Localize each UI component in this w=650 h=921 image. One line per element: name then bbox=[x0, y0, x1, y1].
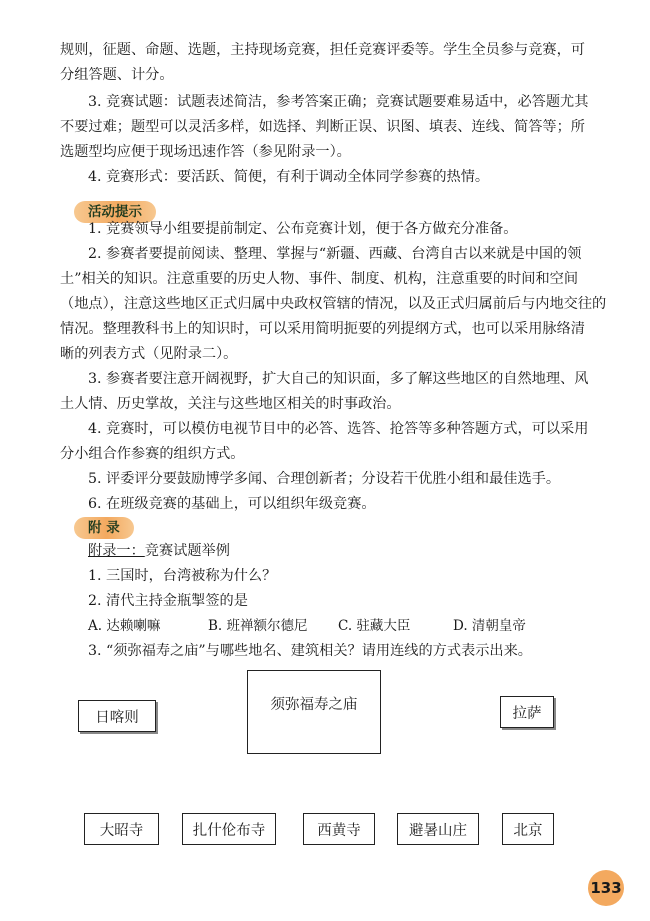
appendix-heading bbox=[88, 539, 628, 564]
appendix-section bbox=[88, 539, 628, 664]
diagram-center-box: 须弥福寿之庙 bbox=[247, 670, 381, 754]
option-c: C. 驻藏大臣 bbox=[338, 618, 411, 634]
option-a: A. 达赖喇嘛 bbox=[88, 618, 161, 634]
activity-tips-tag: 活动提示 bbox=[74, 201, 156, 223]
diagram-box-lasa: 拉萨 bbox=[500, 696, 554, 728]
page-number-badge: 133 bbox=[588, 870, 624, 906]
text-line: 4. 竞赛形式：要活跃、简便，有利于调动全体同学参赛的热情。 bbox=[88, 169, 490, 185]
question-2-options bbox=[88, 614, 628, 639]
appendix-subtitle: 竞赛试题举例 bbox=[144, 543, 230, 559]
activity-tips-list bbox=[60, 217, 620, 517]
question-3: 3. “须弥福寿之庙”与哪些地名、建筑相关？请用连线的方式表示出来。 bbox=[88, 643, 532, 659]
text-line: 晰的列表方式（见附录二）。 bbox=[60, 346, 238, 362]
text-line: 不要过难；题型可以灵活多样，如选择、判断正误、识图、填表、连线、简答等；所 bbox=[60, 119, 585, 135]
diagram-box-bishushanzhuang: 避暑山庄 bbox=[397, 813, 479, 845]
text-line: 规则，征题、命题、选题，主持现场竞赛，担任竞赛评委等。学生全员参与竞赛，可 bbox=[60, 42, 585, 58]
option-b: B. 班禅额尔德尼 bbox=[208, 618, 308, 634]
diagram-box-zhashilunbusi: 扎什伦布寺 bbox=[182, 813, 276, 845]
diagram-box-rikaze: 日喀则 bbox=[78, 700, 156, 732]
question-1: 1. 三国时，台湾被称为什么？ bbox=[88, 568, 277, 584]
text-line: 土”相关的知识。注意重要的历史人物、事件、制度、机构，注意重要的时间和空间 bbox=[60, 271, 579, 287]
appendix-tag: 附 录 bbox=[74, 517, 134, 539]
text-line: 5. 评委评分要鼓励博学多闻、合理创新者；分设若干优胜小组和最佳选手。 bbox=[88, 471, 561, 487]
text-line: 分小组合作参赛的组织方式。 bbox=[60, 446, 245, 462]
text-line: 情况。整理教科书上的知识时，可以采用简明扼要的列提纲方式，也可以采用脉络清 bbox=[60, 321, 585, 337]
rules-list bbox=[60, 90, 620, 190]
text-line: 4. 竞赛时，可以模仿电视节目中的必答、选答、抢答等多种答题方式，可以采用 bbox=[88, 421, 589, 437]
diagram-box-xihuangsi: 西黄寺 bbox=[303, 813, 375, 845]
text-line: （地点），注意这些地区正式归属中央政权管辖的情况，以及正式归属前后与内地交往的 bbox=[60, 296, 607, 312]
diagram-box-beijing: 北京 bbox=[502, 813, 554, 845]
text-line: 2. 参赛者要提前阅读、整理、掌握与“新疆、西藏、台湾自古以来就是中国的领 bbox=[88, 246, 582, 262]
appendix-title: 附录一： bbox=[88, 543, 145, 559]
text-line: 土人情、历史掌故，关注与这些地区相关的时事政治。 bbox=[60, 396, 401, 412]
intro-paragraph bbox=[60, 38, 620, 88]
option-d: D. 清朝皇帝 bbox=[453, 618, 526, 634]
text-line: 分组答题、计分。 bbox=[60, 67, 174, 83]
text-line: 3. 参赛者要注意开阔视野，扩大自己的知识面，多了解这些地区的自然地理、风 bbox=[88, 371, 589, 387]
text-line: 选题型均应便于现场迅速作答（参见附录一）。 bbox=[60, 144, 351, 160]
question-2: 2. 清代主持金瓶掣签的是 bbox=[88, 593, 248, 609]
text-line: 1. 竞赛领导小组要提前制定、公布竞赛计划，便于各方做充分准备。 bbox=[88, 221, 518, 237]
diagram-box-dazhaosi: 大昭寺 bbox=[84, 813, 159, 845]
text-line: 6. 在班级竞赛的基础上，可以组织年级竞赛。 bbox=[88, 496, 376, 512]
text-line: 3. 竞赛试题：试题表述简洁，参考答案正确；竞赛试题要难易适中，必答题尤其 bbox=[88, 94, 589, 110]
